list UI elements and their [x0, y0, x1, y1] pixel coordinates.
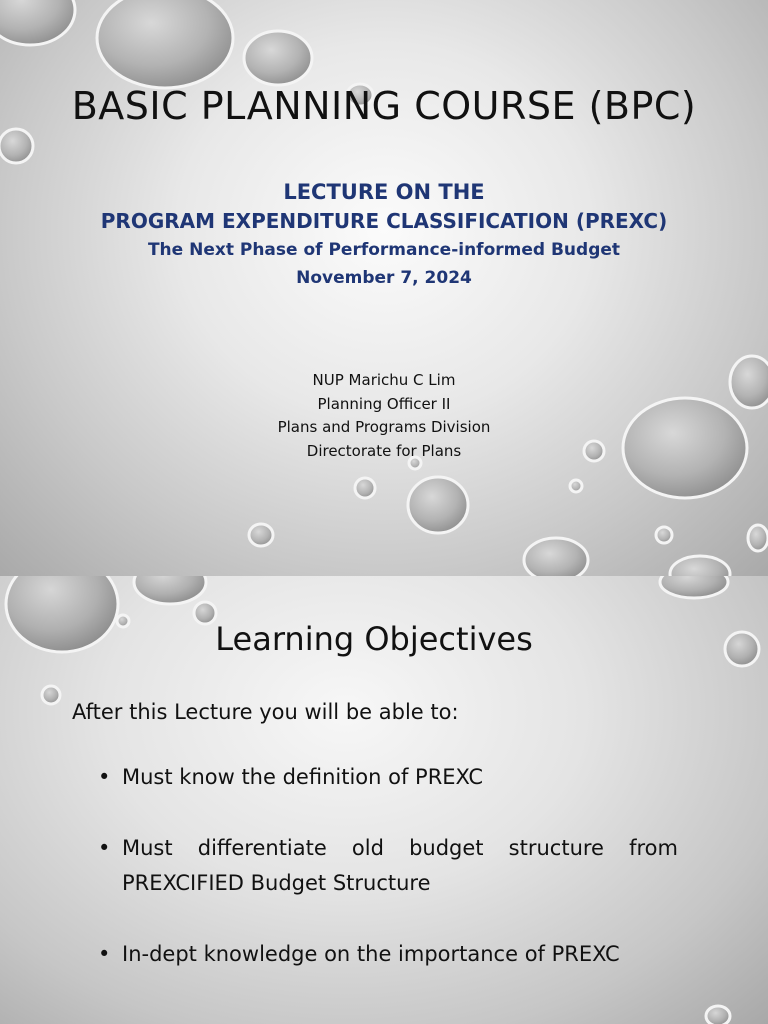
list-item [98, 760, 678, 795]
lecture-heading [0, 178, 768, 292]
slide-title: Learning Objectives [215, 620, 533, 658]
list-item [98, 937, 678, 972]
objectives-intro: After this Lecture you will be able to: [72, 700, 459, 724]
course-title: BASIC PLANNING COURSE (BPC) [71, 84, 697, 128]
list-item [98, 831, 678, 901]
lecture-date: November 7, 2024 [296, 268, 472, 288]
objective-text: In-dept knowledge on the importance of PREXC [122, 942, 620, 966]
lecture-line-1: LECTURE ON THE [283, 180, 485, 204]
presenter-division: Plans and Programs Division [277, 418, 491, 436]
presenter-position: Planning Officer II [317, 394, 451, 413]
presenter-name: NUP Marichu C Lim [312, 371, 456, 389]
bullet-icon: • [98, 942, 111, 966]
lecture-subtitle: The Next Phase of Performance-informed Budget [147, 240, 621, 260]
bullet-icon: • [98, 765, 111, 789]
objective-text: Must know the definition of PREXC [122, 765, 484, 789]
objectives-list [98, 760, 678, 1008]
bullet-icon: • [98, 836, 111, 860]
objective-text: Must differentiate old budget structure from PREXCIFIED Budget Structure [122, 836, 678, 895]
presenter-directorate: Directorate for Plans [306, 441, 462, 460]
lecture-line-2: PROGRAM EXPENDITURE CLASSIFICATION (PREXC) [100, 209, 668, 233]
presenter-block [0, 369, 768, 463]
